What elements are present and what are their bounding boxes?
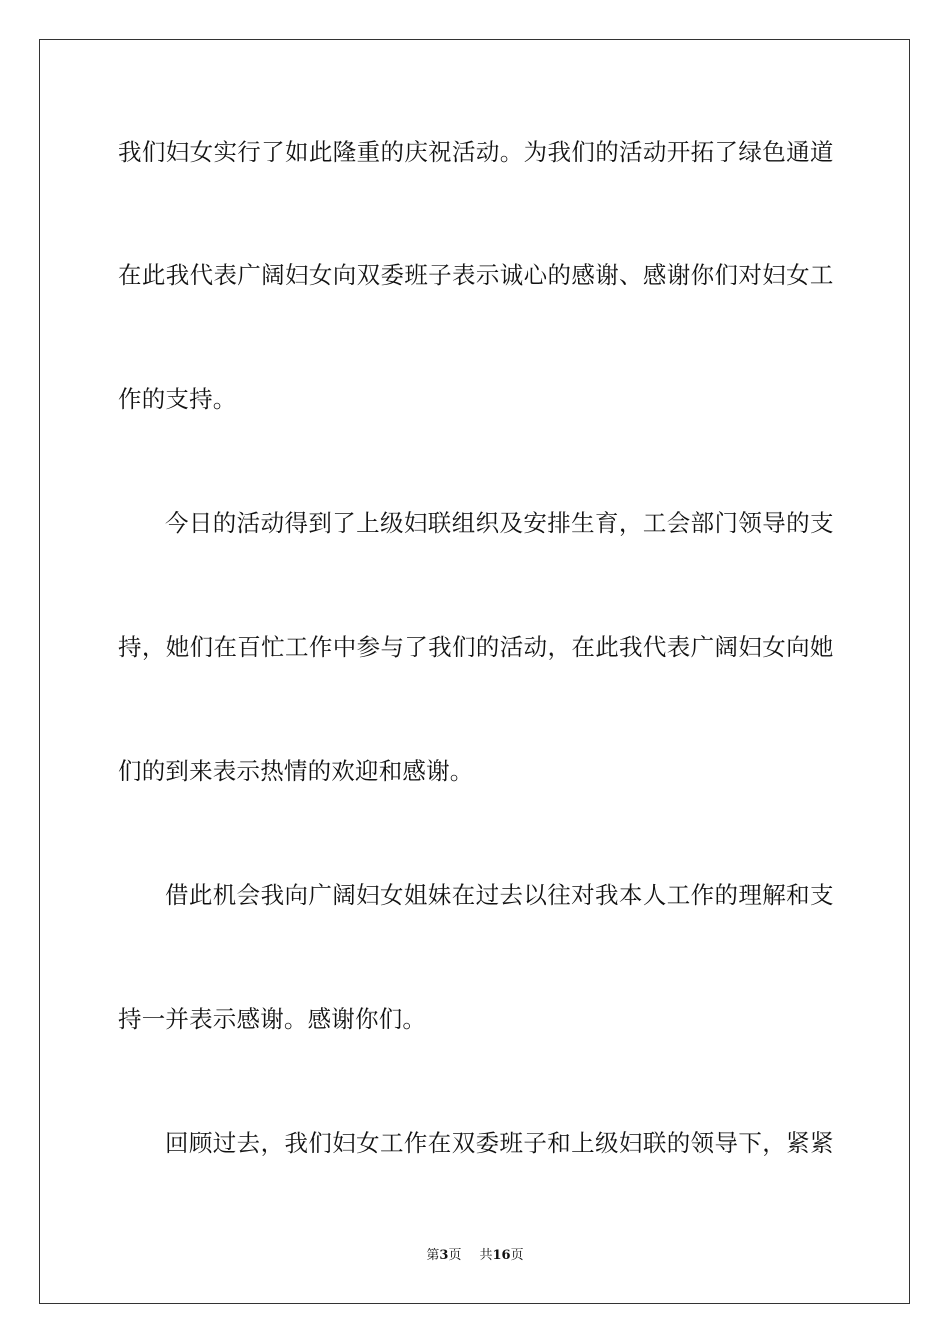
total-prefix: 共 bbox=[479, 1248, 493, 1263]
total-pages: 16 bbox=[492, 1248, 511, 1263]
paragraph-line-7: 借 此 机 会 我 向 广 阔 妇 女 姐 妹 在 过 去 以 往 对 我 本 人 工 作 的 理 解 和 支 bbox=[165, 881, 834, 909]
total-suffix: 页 bbox=[510, 1248, 524, 1263]
paragraph-line-2: 在 此 我 代 表 广 阔 妇 女 向 双 委 班 子 表 示 诚 心 的 感 谢 、 感 谢 你 们 对 妇 女 工 bbox=[118, 261, 834, 289]
paragraph-line-9: 回 顾 过 去 ， 我 们 妇 女 工 作 在 双 委 班 子 和 上 级 妇 联 的 领 导 下 ， 紧 紧 bbox=[165, 1129, 834, 1157]
paragraph-line-8: 持一并表示感谢。感谢你们。 bbox=[118, 1005, 427, 1033]
page-suffix: 页 bbox=[448, 1248, 462, 1263]
paragraph-line-5: 持 ， 她 们 在 百 忙 工 作 中 参 与 了 我 们 的 活 动 ， 在 此 我 代 表 广 阔 妇 女 向 她 bbox=[118, 633, 834, 661]
paragraph-line-6: 们的到来表示热情的欢迎和感谢。 bbox=[118, 757, 474, 785]
paragraph-line-3: 作的支持。 bbox=[118, 385, 237, 413]
paragraph-line-4: 今 日 的 活 动 得 到 了 上 级 妇 联 组 织 及 安 排 生 育 ， 工 会 部 门 领 导 的 支 bbox=[165, 509, 834, 537]
paragraph-line-1: 我 们 妇 女 实 行 了 如 此 隆 重 的 庆 祝 活 动 。 为 我 们 的 活 动 开 拓 了 绿 色 通 道 bbox=[118, 138, 834, 166]
page-number: 3 bbox=[439, 1248, 449, 1263]
page-border bbox=[39, 39, 910, 1304]
page-prefix: 第 bbox=[426, 1248, 440, 1263]
page-footer bbox=[0, 1247, 950, 1265]
